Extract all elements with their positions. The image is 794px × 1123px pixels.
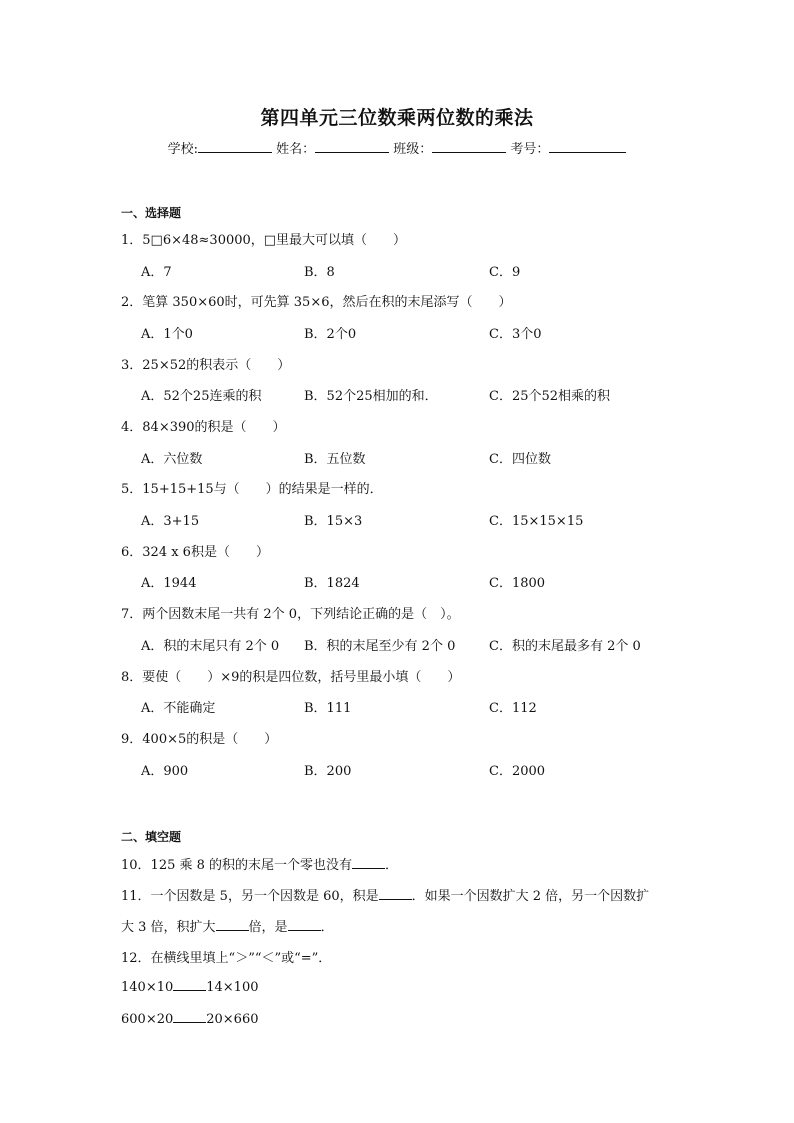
question-stem: 6．324 x 6积是（ ） <box>121 545 269 560</box>
compare-row <box>121 1010 259 1027</box>
question-11-line1 <box>121 885 649 904</box>
exam-no-label: 考号： <box>510 142 550 157</box>
question-stem: 4．84×390的积是（ ） <box>121 420 286 435</box>
option-c[interactable]: C．9 <box>489 265 521 280</box>
option-c[interactable]: C．1800 <box>489 576 546 591</box>
compare-right: 14×100 <box>206 980 259 995</box>
compare-right: 20×660 <box>206 1012 259 1027</box>
option-b[interactable]: B．52个25相加的和． <box>304 389 438 404</box>
question-stem: 9．400×5的积是（ ） <box>121 732 278 747</box>
option-b[interactable]: B．积的末尾至少有 2个 0 <box>304 639 456 654</box>
option-b[interactable]: B．200 <box>304 764 352 779</box>
section-heading-choice: 一、选择题 <box>121 206 182 220</box>
answer-blank[interactable] <box>216 918 249 931</box>
option-a[interactable]: A．六位数 <box>141 452 203 467</box>
section-heading-fill: 二、填空题 <box>121 830 182 844</box>
q11-text-e: ． <box>320 920 334 935</box>
class-field[interactable] <box>432 140 506 153</box>
option-a[interactable]: A．1个0 <box>141 327 193 342</box>
question-12-stem: 12．在横线里填上“＞”“＜”或“=”． <box>121 951 332 966</box>
option-c[interactable]: C．25个52相乘的积 <box>489 389 611 404</box>
option-a[interactable]: A．积的末尾只有 2个 0 <box>141 639 280 654</box>
answer-blank[interactable] <box>379 887 412 900</box>
question-stem: 2．笔算 350×60时，可先算 35×6，然后在积的末尾添写（ ） <box>121 295 512 310</box>
option-c[interactable]: C．积的末尾最多有 2个 0 <box>489 639 641 654</box>
answer-blank[interactable] <box>173 978 206 991</box>
exam-no-field[interactable] <box>549 140 626 153</box>
compare-left: 600×20 <box>121 1012 174 1027</box>
school-label: 学校: <box>167 142 198 157</box>
q11-text-a: 11．一个因数是 5，另一个因数是 60，积是 <box>121 889 379 904</box>
class-label: 班级： <box>393 142 433 157</box>
option-b[interactable]: B．15×3 <box>304 514 363 529</box>
question-stem: 8．要使（ ）×9的积是四位数，括号里最小填（ ） <box>121 670 461 685</box>
compare-left: 140×10 <box>121 980 174 995</box>
name-field[interactable] <box>315 140 389 153</box>
question-stem: 7．两个因数末尾一共有 2个 0，下列结论正确的是（ ）。 <box>121 607 460 622</box>
option-a[interactable]: A．7 <box>141 265 172 280</box>
option-a[interactable]: A．1944 <box>141 576 197 591</box>
option-b[interactable]: B．五位数 <box>304 452 366 467</box>
name-label: 姓名： <box>276 142 316 157</box>
answer-blank[interactable] <box>288 918 321 931</box>
answer-blank[interactable] <box>173 1010 206 1023</box>
option-a[interactable]: A．52个25连乘的积 <box>141 389 262 404</box>
answer-blank[interactable] <box>352 856 385 869</box>
option-c[interactable]: C．四位数 <box>489 452 551 467</box>
option-c[interactable]: C．3个0 <box>489 327 542 342</box>
option-a[interactable]: A．3+15 <box>141 514 200 529</box>
question-stem: 5．15+15+15与（ ）的结果是一样的． <box>121 482 383 497</box>
option-c[interactable]: C．15×15×15 <box>489 514 584 529</box>
option-b[interactable]: B．111 <box>304 701 352 716</box>
question-11-line2 <box>121 916 334 935</box>
option-b[interactable]: B．1824 <box>304 576 360 591</box>
student-info-line <box>0 138 794 157</box>
school-field[interactable] <box>198 140 272 153</box>
q11-text-d: 倍，是 <box>248 920 288 935</box>
q11-text-b: ．如果一个因数扩大 2 倍，另一个因数扩 <box>411 889 650 904</box>
question-stem: 1．5□6×48≈30000，□里最大可以填（ ） <box>121 233 407 248</box>
option-a[interactable]: A．900 <box>141 764 189 779</box>
q11-text-c: 大 3 倍，积扩大 <box>121 920 216 935</box>
question-10 <box>121 854 398 873</box>
option-a[interactable]: A．不能确定 <box>141 701 216 716</box>
option-b[interactable]: B．8 <box>304 265 335 280</box>
option-b[interactable]: B．2个0 <box>304 327 357 342</box>
question-stem: 3．25×52的积表示（ ） <box>121 358 291 373</box>
q10-text: 10．125 乘 8 的积的末尾一个零也没有 <box>121 858 353 873</box>
option-c[interactable]: C．2000 <box>489 764 546 779</box>
option-c[interactable]: C．112 <box>489 701 537 716</box>
q10-end: ． <box>385 858 399 873</box>
compare-row <box>121 978 259 995</box>
page-title: 第四单元三位数乘两位数的乘法 <box>260 107 534 129</box>
